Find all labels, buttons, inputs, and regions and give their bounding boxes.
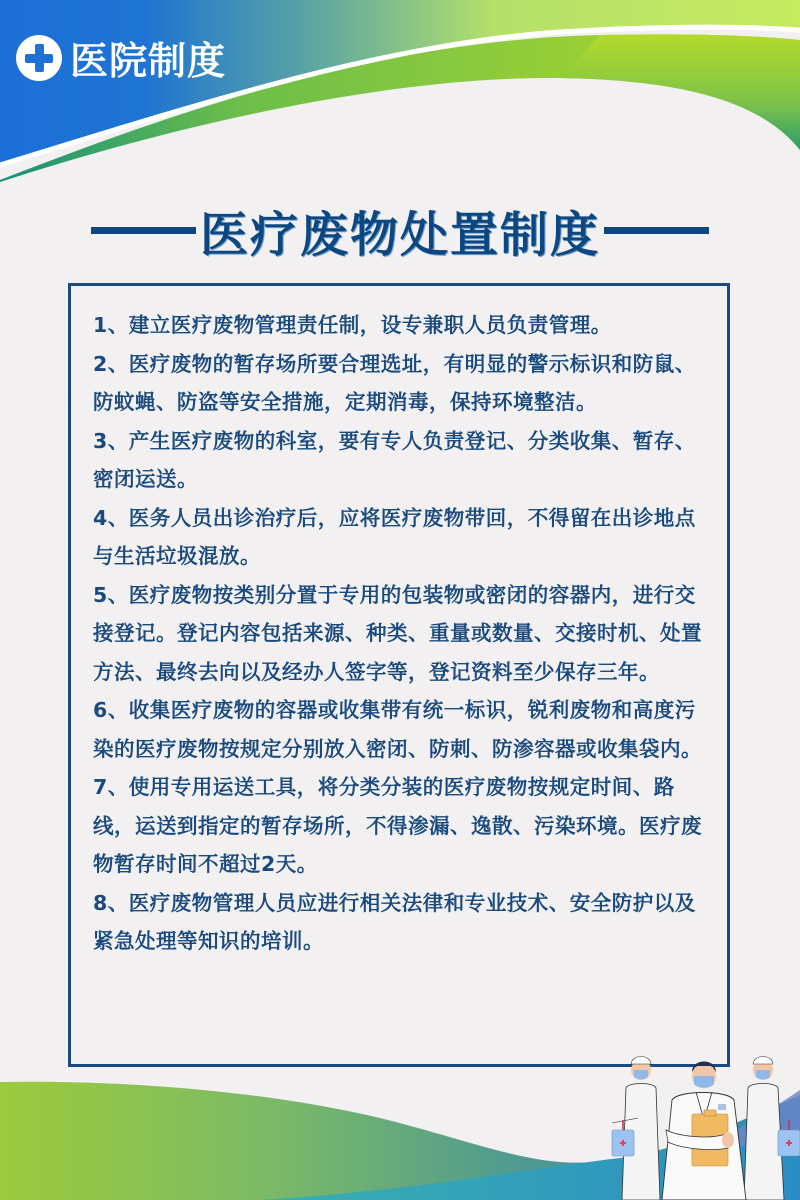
rule-item: 5、医疗废物按类别分置于专用的包装物或密闭的容器内，进行交接登记。登记内容包括来源、种类、重量或数量、交接时机、处置方法、最终去向以及经办人签字等，登记资料至少保存三年。 (93, 582, 702, 684)
page-title: 医疗废物处置制度 (199, 207, 600, 263)
rules-box (68, 283, 730, 1067)
title-left-line (91, 227, 196, 234)
page-title-row (0, 196, 800, 265)
title-right-line (604, 227, 709, 234)
medical-cross-icon (16, 35, 62, 81)
rule-item: 1、建立医疗废物管理责任制，设专兼职人员负责管理。 (93, 313, 612, 337)
brand-label: 医院制度 (70, 39, 227, 83)
rule-item: 4、医务人员出诊治疗后，应将医疗废物带回，不得留在出诊地点与生活垃圾混放。 (93, 505, 696, 568)
rule-item: 3、产生医疗废物的科室，要有专人负责登记、分类收集、暂存、密闭运送。 (93, 428, 696, 491)
header-brand (16, 30, 226, 85)
rule-item: 6、收集医疗废物的容器或收集带有统一标识，锐利废物和高度污染的医疗废物按规定分别放入密闭、防刺、防渗容器或收集袋内。 (93, 698, 702, 761)
rule-item: 8、医疗废物管理人员应进行相关法律和专业技术、安全防护以及紧急处理等知识的培训。 (93, 890, 696, 953)
rule-item: 2、医疗废物的暂存场所要合理选址，有明显的警示标识和防鼠、防蚊蝇、防盗等安全措施，定期消毒，保持环境整洁。 (93, 351, 696, 414)
medical-staff-illustration (608, 1048, 800, 1200)
doctor-center-figure (662, 1062, 746, 1200)
rule-item: 7、使用专用运送工具，将分类分装的医疗废物按规定时间、路线，运送到指定的暂存场所，不得渗漏、逸散、污染环境。医疗废物暂存时间不超过2天。 (93, 775, 702, 876)
nurse-left-figure (612, 1057, 660, 1200)
nurse-right-figure (744, 1057, 800, 1200)
